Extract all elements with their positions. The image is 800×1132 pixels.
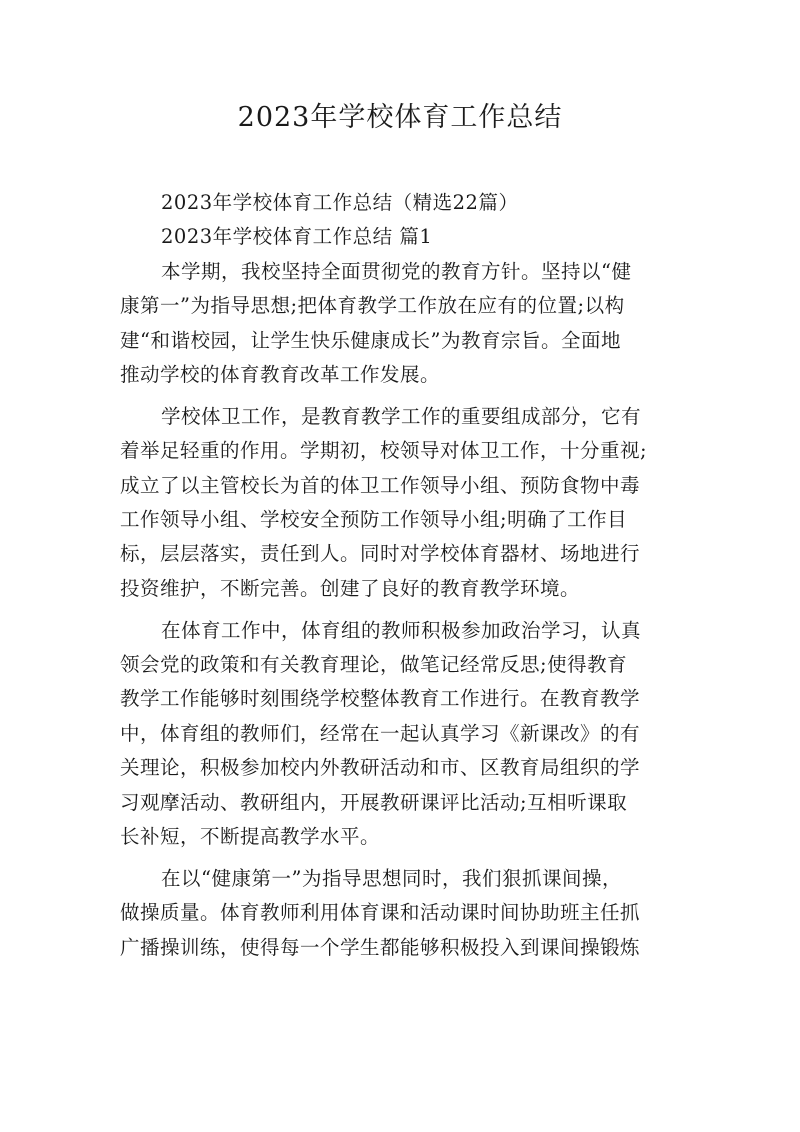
paragraph-1-line: 推动学校的体育教育改革工作发展。 [120,362,441,386]
paragraph-2-line: 工作领导小组、学校安全预防工作领导小组;明确了工作目 [120,508,628,532]
paragraph-3-line: 在体育工作中，体育组的教师积极参加政治学习，认真 [161,618,642,642]
section-heading: 2023年学校体育工作总结 篇1 [161,225,433,249]
paragraph-1-line: 建“和谐校园，让学生快乐健康成长”为教育宗旨。全面地 [120,328,621,352]
paragraph-2-line: 标，层层落实，责任到人。同时对学校体育器材、场地进行 [120,542,641,566]
paragraph-3-line: 长补短，不断提高教学水平。 [120,825,381,849]
paragraph-4-line: 做操质量。体育教师利用体育课和活动课时间协助班主任抓 [120,901,641,925]
paragraph-3-line: 习观摩活动、教研组内，开展教研课评比活动;互相听课取 [120,790,628,814]
document-title: 2023年学校体育工作总结 [237,102,563,133]
paragraph-3-line: 中，体育组的教师们，经常在一起认真学习《新课改》的有 [120,721,641,745]
paragraph-4-line: 在以“健康第一”为指导思想同时，我们狠抓课间操， [161,866,622,890]
document-body [120,186,690,965]
subtitle-line: 2023年学校体育工作总结（精选22篇） [161,191,519,214]
paragraph-3-line: 关理论，积极参加校内外教研活动和市、区教育局组织的学 [120,756,641,780]
paragraph-3-line: 教学工作能够时刻围绕学校整体教育工作进行。在教育教学 [120,687,641,711]
paragraph-3-line: 领会党的政策和有关教育理论，做笔记经常反思;使得教育 [120,653,628,677]
paragraph-2-line: 学校体卫工作，是教育教学工作的重要组成部分，它有 [161,404,642,428]
paragraph-1-line: 康第一”为指导思想;把体育教学工作放在应有的位置;以构 [120,294,625,318]
paragraph-4-line: 广播操训练，使得每一个学生都能够积极投入到课间操锻炼 [120,935,641,959]
paragraph-2-line: 着举足轻重的作用。学期初，校领导对体卫工作，十分重视; [120,439,648,463]
paragraph-2-line: 投资维护，不断完善。创建了良好的教育教学环境。 [120,576,581,600]
paragraph-2-line: 成立了以主管校长为首的体卫工作领导小组、预防食物中毒 [120,473,641,497]
paragraph-1-line: 本学期，我校坚持全面贯彻党的教育方针。坚持以“健 [161,259,632,283]
